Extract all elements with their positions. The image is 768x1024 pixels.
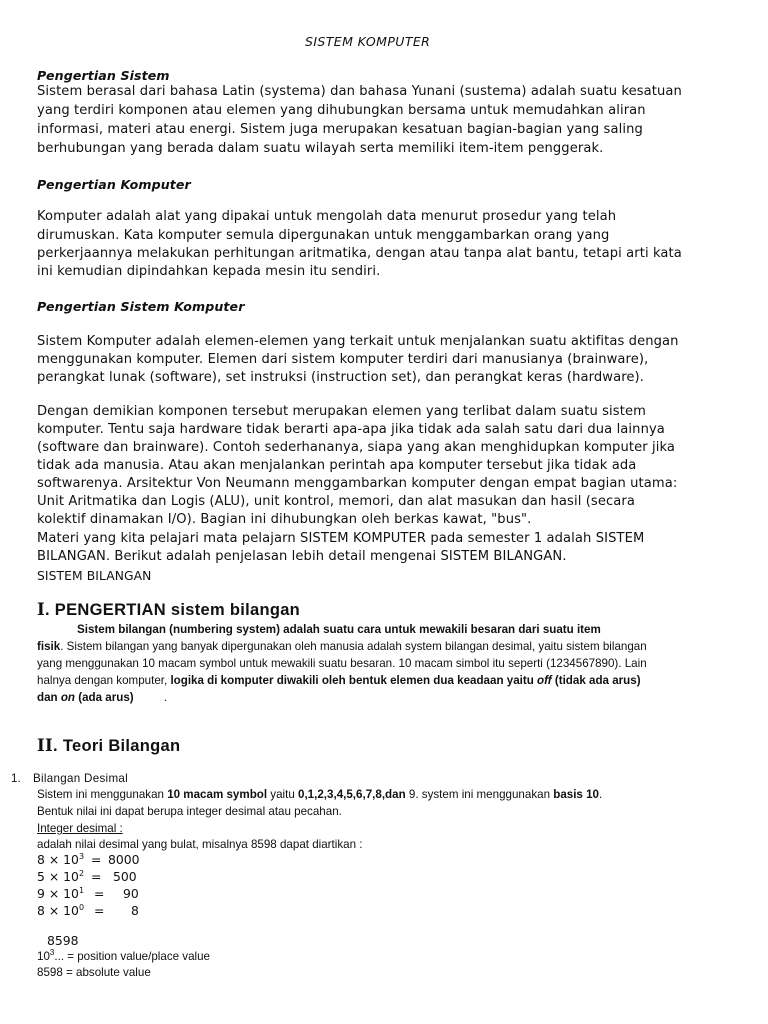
section-numeral: I (37, 600, 46, 619)
heading-pengertian-sistem: Pengertian Sistem (37, 68, 170, 83)
equals-sign: = (94, 886, 105, 901)
expansion-value: 8000 (108, 852, 140, 867)
document-title: SISTEM KOMPUTER (305, 34, 431, 49)
paragraph-line: perangkat lunak (software), set instruksi (instruction set), dan perangkat keras (hardware). (37, 370, 645, 385)
bold-text: (tidak ada arus) (551, 674, 641, 687)
line-text: . Sistem bilangan yang banyak dipergunakan oleh manusia adalah system bilangan desimal, yaitu sistem bilangan (60, 640, 647, 653)
section-heading-pengertian (37, 600, 300, 620)
list-number: 1. (11, 772, 21, 785)
times-ten: × 10 (48, 869, 79, 884)
bold-text: logika di komputer diwakili oleh bentuk elemen dua keadaan yaitu (170, 674, 538, 687)
paragraph-line: informasi, materi atau energi. Sistem juga merupakan kesatuan bagian-bagian yang saling (37, 122, 643, 137)
paragraph-line: (software dan brainware). Contoh sederhananya, siapa yang akan menghidupkan komputer jika (37, 440, 676, 455)
expansion-row (37, 903, 84, 918)
bold-digits: 0,1,2,3,4,5,6,7,8,dan (298, 788, 406, 801)
desimal-line (37, 786, 602, 803)
paragraph-line: Sistem berasal dari bahasa Latin (systema) dan bahasa Yunani (sustema) adalah suatu kesatuan (37, 84, 682, 99)
equals-sign: = (91, 852, 102, 867)
bold-italic-off: off (537, 674, 552, 687)
definition-line (37, 689, 134, 706)
bold-term: fisik (37, 640, 61, 653)
definition-line (37, 672, 641, 689)
exponent: 0 (78, 902, 85, 912)
paragraph-line: kolektif dinamakan I/O). Bagian ini dihubungkan oleh berkas kawat, "bus". (37, 512, 532, 527)
list-item-title: Bilangan Desimal (33, 772, 129, 785)
trailing-period: . (164, 691, 168, 704)
equals-sign: = (94, 903, 105, 918)
times-ten: × 10 (48, 886, 79, 901)
bold-text: basis 10 (553, 788, 599, 801)
paragraph-line: Unit Aritmatika dan Logis (ALU), unit kontrol, memori, dan alat masukan dan hasil (secara (37, 494, 636, 509)
expansion-value: 500 (113, 869, 137, 884)
digit: 8 (37, 903, 45, 918)
paragraph-line: perkerjaannya melakukan perhitungan aritmatika, dengan atau tanpa alat bantu, tetapi arti kata (37, 246, 682, 261)
paragraph-line: BILANGAN. Berikut adalah penjelasan lebih detail mengenai SISTEM BILANGAN. (37, 549, 567, 564)
bold-italic-on: on (60, 691, 76, 704)
section-title: . PENGERTIAN sistem bilangan (45, 601, 301, 619)
heading-pengertian-komputer: Pengertian Komputer (37, 177, 191, 192)
number-value: 8598 (47, 933, 79, 948)
line-text: halnya dengan komputer, (37, 674, 171, 687)
section-heading-teori (37, 736, 180, 756)
definition-line: yang menggunakan 10 macam symbol untuk mewakili suatu besaran. 10 macam simbol itu seperti (1234567890). Lain (37, 657, 647, 670)
expansion-row (37, 852, 84, 867)
line-text: Sistem ini menggunakan (37, 788, 168, 801)
exponent: 1 (78, 885, 85, 895)
line-text: yaitu (267, 788, 299, 801)
label-sistem-bilangan: SISTEM BILANGAN (37, 569, 152, 583)
expansion-row (37, 869, 84, 884)
line-text: 9. system ini menggunakan (405, 788, 554, 801)
expansion-value: 8 (131, 903, 139, 918)
paragraph-line: berhubungan yang berada dalam suatu wilayah serta memiliki item-item penggerak. (37, 141, 604, 156)
position-value-note (37, 948, 210, 965)
base-ten: 10 (37, 950, 50, 963)
digit: 5 (37, 869, 45, 884)
section-title: . Teori Bilangan (53, 737, 181, 755)
paragraph-line: menggunakan komputer. Elemen dari sistem komputer terdiri dari manusianya (brainware), (37, 352, 649, 367)
digit: 8 (37, 852, 45, 867)
equals-sign: = (91, 869, 102, 884)
expansion-row (37, 886, 84, 901)
paragraph-line: Dengan demikian komponen tersebut merupakan elemen yang terlibat dalam suatu sistem (37, 404, 646, 419)
bold-text: 10 macam symbol (167, 788, 268, 801)
paragraph-line: ini kemudian dipindahkan kepada mesin itu sendiri. (37, 264, 381, 279)
definition-line (37, 638, 647, 655)
expansion-value: 90 (123, 886, 139, 901)
exponent: 3 (49, 948, 55, 958)
paragraph-line: Sistem Komputer adalah elemen-elemen yang terkait untuk menjalankan suatu aktifitas dengan (37, 334, 679, 349)
heading-pengertian-sistem-komputer: Pengertian Sistem Komputer (37, 299, 245, 314)
paragraph-line: yang terdiri komponen atau elemen yang dihubungkan bersama untuk memudahkan aliran (37, 103, 646, 118)
paragraph-line: tidak ada manusia. Atau akan menjalankan perintah apa komputer tersebut jika tidak ada (37, 458, 637, 473)
desimal-line: adalah nilai desimal yang bulat, misalnya 8598 dapat diartikan : (37, 838, 363, 851)
paragraph-line: dirumuskan. Kata komputer semula dipergunakan untuk menggambarkan orang yang (37, 228, 610, 243)
definition-line: Sistem bilangan (numbering system) adalah suatu cara untuk mewakili besaran dari suatu item (77, 623, 601, 636)
paragraph-line: komputer. Tentu saja hardware tidak berarti apa-apa jika tidak ada salah satu dari dua lainnya (37, 422, 665, 437)
subheading-integer-desimal: Integer desimal : (37, 822, 123, 835)
bold-text: dan (37, 691, 61, 704)
line-text: . (599, 788, 603, 801)
paragraph-line: softwarenya. Arsitektur Von Neumann menggambarkan komputer dengan empat bagian utama: (37, 476, 678, 491)
paragraph-line: Materi yang kita pelajari mata pelajarn SISTEM KOMPUTER pada semester 1 adalah SISTEM (37, 531, 645, 546)
times-ten: × 10 (48, 903, 79, 918)
bold-text: (ada arus) (75, 691, 134, 704)
exponent: 3 (78, 851, 85, 861)
line-text: ... = position value/place value (54, 950, 211, 963)
desimal-line: Bentuk nilai ini dapat berupa integer desimal atau pecahan. (37, 805, 342, 818)
digit: 9 (37, 886, 45, 901)
paragraph-line: Komputer adalah alat yang dipakai untuk mengolah data menurut prosedur yang telah (37, 209, 617, 224)
exponent: 2 (78, 868, 85, 878)
section-numeral: II (37, 736, 54, 755)
times-ten: × 10 (48, 852, 79, 867)
absolute-value-note: 8598 = absolute value (37, 966, 151, 979)
